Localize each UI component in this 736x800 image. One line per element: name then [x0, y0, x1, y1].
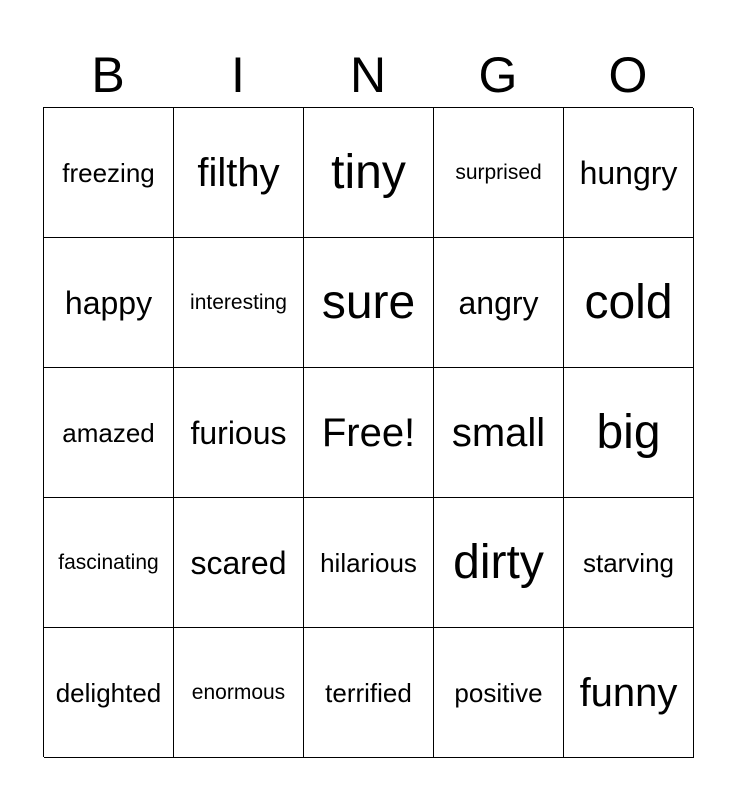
bingo-cell[interactable]: amazed: [44, 368, 174, 498]
bingo-cell[interactable]: happy: [44, 238, 174, 368]
bingo-cell[interactable]: furious: [174, 368, 304, 498]
bingo-cell[interactable]: fascinating: [44, 498, 174, 628]
bingo-cell[interactable]: delighted: [44, 628, 174, 758]
header-letter-b: B: [91, 47, 125, 103]
bingo-cell[interactable]: big: [564, 368, 694, 498]
bingo-cell[interactable]: small: [434, 368, 564, 498]
header-letter-n: N: [349, 47, 387, 103]
bingo-cell[interactable]: filthy: [174, 108, 304, 238]
header-letter-i: I: [231, 47, 245, 103]
free-space[interactable]: Free!: [304, 368, 434, 498]
bingo-cell[interactable]: angry: [434, 238, 564, 368]
bingo-cell[interactable]: hilarious: [304, 498, 434, 628]
bingo-cell[interactable]: starving: [564, 498, 694, 628]
bingo-cell[interactable]: tiny: [304, 108, 434, 238]
bingo-cell[interactable]: surprised: [434, 108, 564, 238]
bingo-cell[interactable]: positive: [434, 628, 564, 758]
bingo-cell[interactable]: hungry: [564, 108, 694, 238]
bingo-header: [43, 42, 693, 108]
header-letter-o: O: [608, 47, 648, 103]
bingo-cell[interactable]: interesting: [174, 238, 304, 368]
bingo-cell[interactable]: sure: [304, 238, 434, 368]
bingo-cell[interactable]: scared: [174, 498, 304, 628]
header-letter-g: G: [478, 47, 518, 103]
bingo-cell[interactable]: dirty: [434, 498, 564, 628]
bingo-cell[interactable]: cold: [564, 238, 694, 368]
bingo-cell[interactable]: funny: [564, 628, 694, 758]
bingo-cell[interactable]: terrified: [304, 628, 434, 758]
bingo-cell[interactable]: freezing: [44, 108, 174, 238]
bingo-card: [43, 107, 693, 757]
bingo-cell[interactable]: enormous: [174, 628, 304, 758]
